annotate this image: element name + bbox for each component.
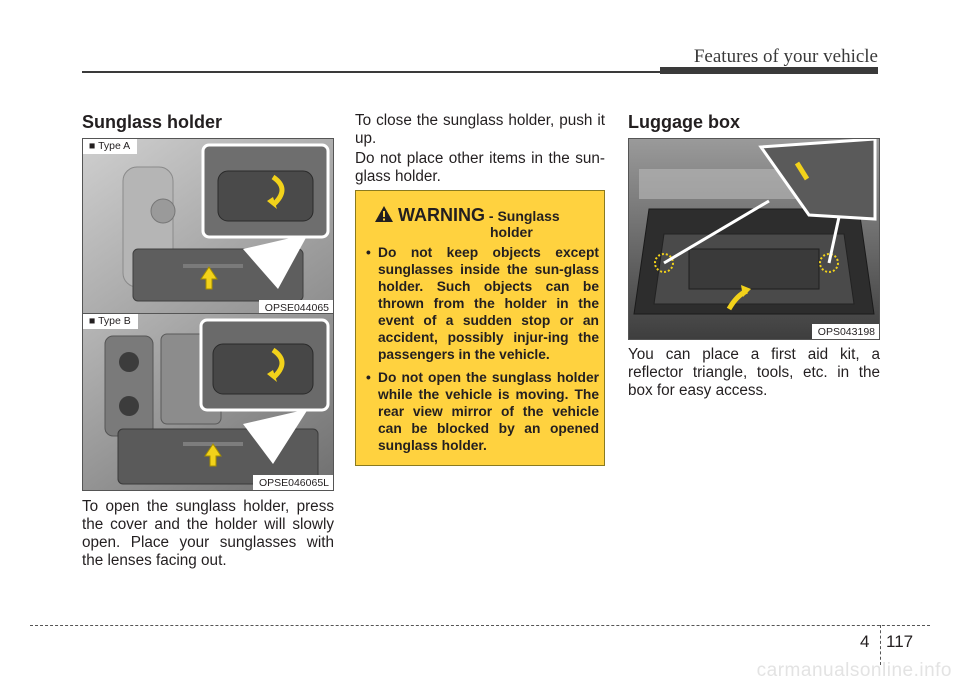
sunglass-figure-type-a	[82, 138, 334, 316]
figure-code-a: OPSE044065	[259, 300, 333, 315]
watermark: carmanualsonline.info	[756, 660, 952, 681]
sunglass-figure-type-b	[82, 313, 334, 491]
figure-code-b: OPSE046065L	[253, 475, 333, 490]
warning-subject-line2: holder	[490, 224, 533, 240]
running-header: Features of your vehicle	[693, 46, 878, 67]
sunglass-photo-type-a	[83, 139, 333, 315]
sunglass-holder-heading: Sunglass holder	[82, 112, 223, 132]
warning-subject: - Sunglass	[485, 208, 560, 224]
warning-title	[398, 205, 560, 226]
figure-type-a-tag: ■ Type A	[83, 139, 137, 154]
figure-code-luggage: OPS043198	[812, 324, 879, 339]
sunglass-open-paragraph: To open the sunglass holder, press the cover and the holder will slowly open. Place your sunglasses with the lenses facing out.	[82, 498, 334, 569]
warning-triangle-icon	[374, 205, 394, 223]
sunglass-photo-type-b	[83, 314, 333, 490]
footer-rule	[30, 625, 930, 626]
warning-list	[366, 244, 599, 460]
sunglass-note-paragraph: Do not place other items in the sun-glass holder.	[355, 150, 605, 185]
figure-type-b-tag: ■ Type B	[83, 314, 138, 329]
luggage-box-heading: Luggage box	[628, 112, 740, 132]
warning-item: • Do not open the sunglass holder while the vehicle is moving. The rear view mirror of the vehicle can be blocked by an opened sunglass holder.	[366, 369, 599, 454]
warning-item: • Do not keep objects except sunglasses inside the sun-glass holder. Such objects can be thrown from the holder in the event of a sudden stop or an accident, possibly injur-ing the passengers in the vehicle.	[366, 244, 599, 363]
page-number: 117	[886, 632, 914, 651]
luggage-paragraph: You can place a first aid kit, a reflector triangle, tools, etc. in the box for easy access.	[628, 346, 880, 399]
sunglass-close-paragraph: To close the sunglass holder, push it up.	[355, 112, 605, 147]
warning-box	[355, 190, 605, 466]
luggage-figure	[628, 138, 880, 340]
header-rule-accent	[660, 67, 878, 74]
chapter-number: 4	[860, 632, 870, 651]
footer-divider	[880, 625, 881, 665]
luggage-box-photo	[629, 139, 879, 339]
warning-word: WARNING	[398, 205, 485, 225]
